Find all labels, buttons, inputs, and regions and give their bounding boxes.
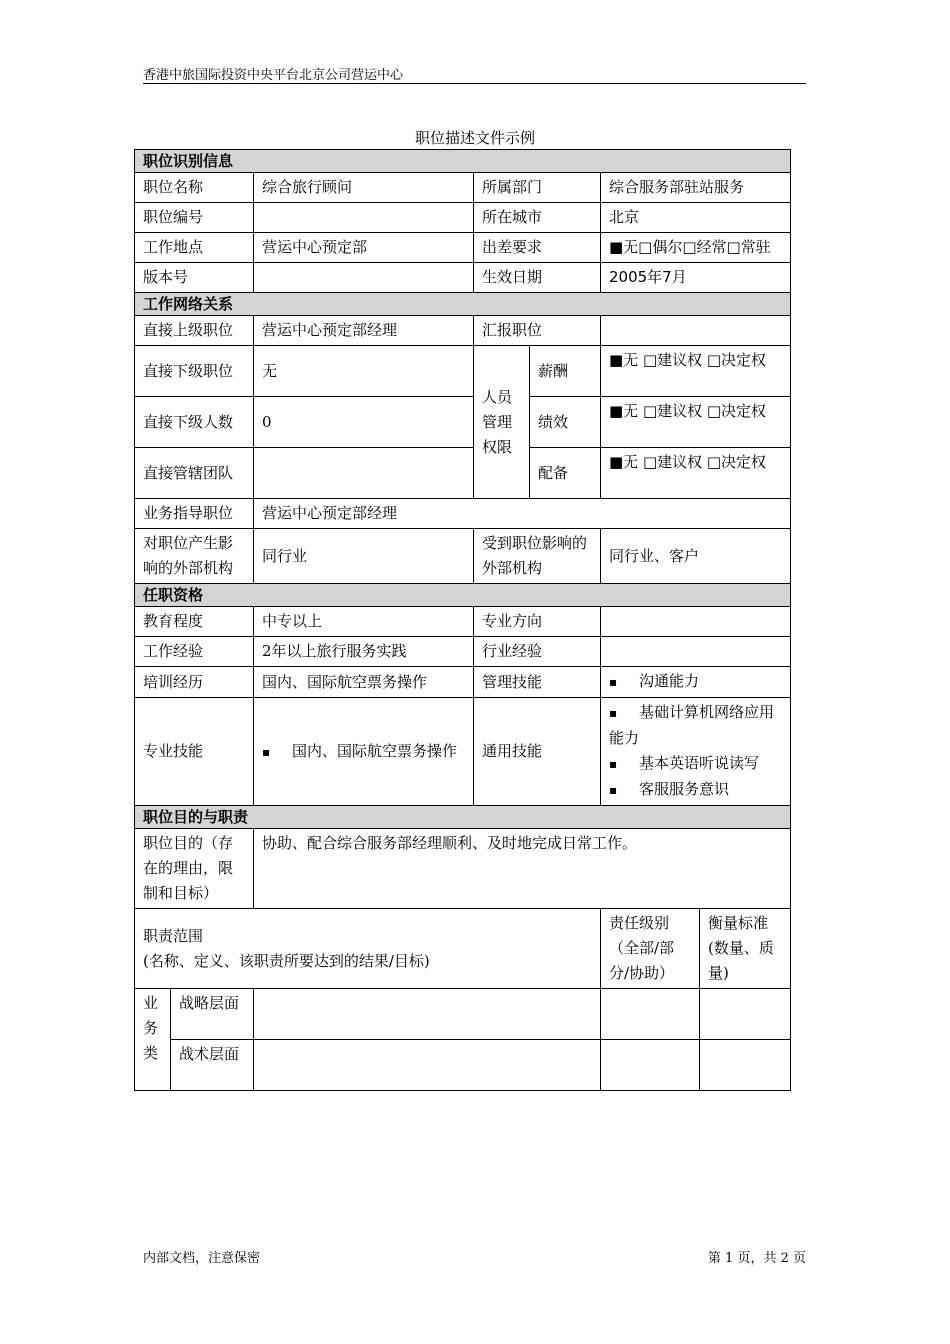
label-report-position: 汇报职位	[474, 316, 601, 346]
section-title-network: 工作网络关系	[135, 293, 791, 316]
label-business-category: 业务类	[135, 989, 171, 1091]
value-supervisor: 营运中心预定部经理	[254, 316, 474, 346]
label-effective-date: 生效日期	[474, 263, 601, 293]
value-report-position	[601, 316, 791, 346]
bullet-item: ▪ 沟通能力	[609, 669, 782, 695]
header-company: 香港中旅国际投资中央平台北京公司营运中心	[143, 68, 404, 83]
label-city: 所在城市	[474, 203, 601, 233]
header-responsibility-level: 责任级别（全部/部分/协助）	[601, 909, 700, 989]
label-purpose: 职位目的（存在的理由，限制和目标）	[135, 829, 254, 909]
value-professional-skill	[254, 698, 474, 806]
job-description-table	[134, 149, 791, 1091]
section-title-qualification: 任职资格	[135, 584, 791, 607]
label-supervisor: 直接上级职位	[135, 316, 254, 346]
value-business-guide: 营运中心预定部经理	[254, 499, 791, 529]
value-effective-date: 2005年7月	[601, 263, 791, 293]
label-business-guide: 业务指导职位	[135, 499, 254, 529]
label-professional-skill: 专业技能	[135, 698, 254, 806]
value-subordinate-count: 0	[254, 397, 474, 448]
scope-label: 职责范围	[143, 926, 204, 945]
value-training: 国内、国际航空票务操作	[254, 667, 474, 698]
scope-subtitle: (名称、定义、该职责所要达到的结果/目标)	[143, 951, 430, 970]
value-version	[254, 263, 474, 293]
value-management-skill	[601, 667, 791, 698]
value-subordinate: 无	[254, 346, 474, 397]
label-work-location: 工作地点	[135, 233, 254, 263]
label-strategic: 战略层面	[171, 989, 254, 1040]
value-work-experience: 2年以上旅行服务实践	[254, 637, 474, 667]
bullet-item: ▪ 基本英语听说读写	[609, 751, 782, 777]
bullet-item: ▪ 客服服务意识	[609, 777, 782, 803]
section-title-responsibilities: 职位目的与职责	[135, 806, 791, 829]
label-work-experience: 工作经验	[135, 637, 254, 667]
label-travel: 出差要求	[474, 233, 601, 263]
label-tactical: 战术层面	[171, 1040, 254, 1091]
value-team	[254, 448, 474, 499]
label-major: 专业方向	[474, 607, 601, 637]
value-position-code	[254, 203, 474, 233]
value-staffing: ■无 □建议权 □决定权	[601, 448, 791, 499]
value-strategic	[254, 989, 601, 1040]
value-strategic-level	[601, 989, 700, 1040]
value-external-influenced: 同行业、客户	[601, 529, 791, 584]
label-management-skill: 管理技能	[474, 667, 601, 698]
label-general-skill: 通用技能	[474, 698, 601, 806]
value-education: 中专以上	[254, 607, 474, 637]
footer-page-number: 第 1 页，共 2 页	[707, 1251, 806, 1266]
value-salary: ■无 □建议权 □决定权	[601, 346, 791, 397]
value-strategic-measure	[700, 989, 791, 1040]
value-tactical-measure	[700, 1040, 791, 1091]
header-scope	[135, 909, 601, 989]
value-performance: ■无 □建议权 □决定权	[601, 397, 791, 448]
value-general-skill	[601, 698, 791, 806]
label-subordinate-count: 直接下级人数	[135, 397, 254, 448]
bullet-item: ▪ 基础计算机网络应用能力	[609, 700, 782, 751]
value-tactical	[254, 1040, 601, 1091]
label-team: 直接管辖团队	[135, 448, 254, 499]
bullet-item: ▪ 国内、国际航空票务操作	[262, 739, 465, 765]
value-travel: ■无□偶尔□经常□常驻	[601, 233, 791, 263]
footer-confidential: 内部文档，注意保密	[143, 1251, 261, 1266]
header-divider	[143, 83, 806, 84]
value-purpose: 协助、配合综合服务部经理顺利、及时地完成日常工作。	[254, 829, 791, 909]
value-position-name: 综合旅行顾问	[254, 173, 474, 203]
label-salary: 薪酬	[530, 346, 601, 397]
value-industry-experience	[601, 637, 791, 667]
document-title: 职位描述文件示例	[414, 129, 535, 147]
label-performance: 绩效	[530, 397, 601, 448]
label-position-name: 职位名称	[135, 173, 254, 203]
value-department: 综合服务部驻站服务	[601, 173, 791, 203]
value-city: 北京	[601, 203, 791, 233]
label-industry-experience: 行业经验	[474, 637, 601, 667]
value-major	[601, 607, 791, 637]
label-position-code: 职位编号	[135, 203, 254, 233]
section-title-identification: 职位识别信息	[135, 150, 791, 173]
label-education: 教育程度	[135, 607, 254, 637]
value-work-location: 营运中心预定部	[254, 233, 474, 263]
value-tactical-level	[601, 1040, 700, 1091]
label-external-influencing: 对职位产生影响的外部机构	[135, 529, 254, 584]
label-subordinate: 直接下级职位	[135, 346, 254, 397]
label-version: 版本号	[135, 263, 254, 293]
value-external-influencing: 同行业	[254, 529, 474, 584]
label-external-influenced: 受到职位影响的外部机构	[474, 529, 601, 584]
label-training: 培训经历	[135, 667, 254, 698]
label-authority: 人员管理权限	[474, 346, 530, 499]
label-staffing: 配备	[530, 448, 601, 499]
header-measure: 衡量标准(数量、质量)	[700, 909, 791, 989]
label-department: 所属部门	[474, 173, 601, 203]
